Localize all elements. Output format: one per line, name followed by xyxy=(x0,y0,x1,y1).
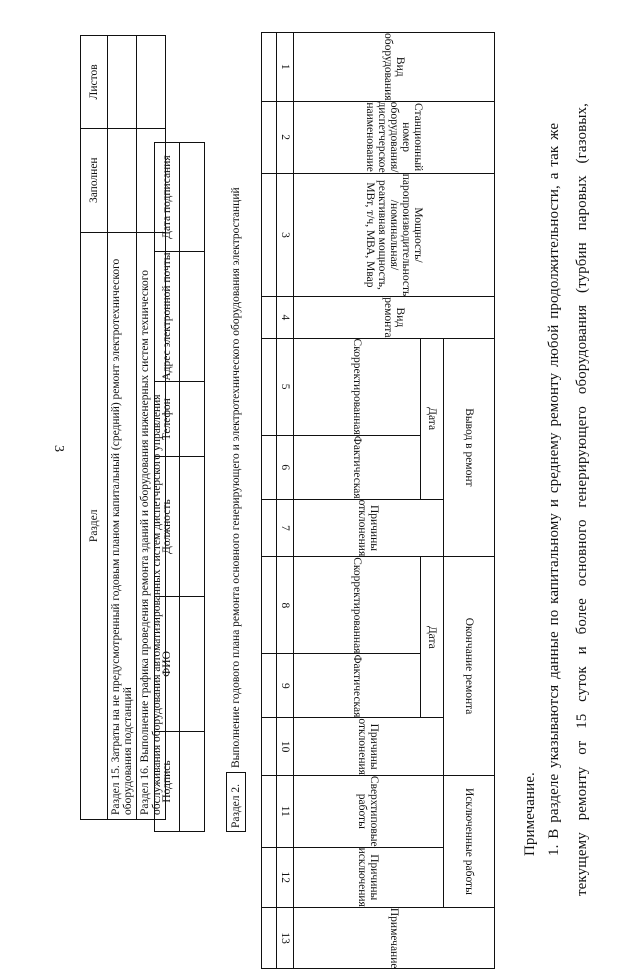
header-section: Раздел xyxy=(81,232,108,819)
header-email: Адрес электронной почты xyxy=(155,252,180,382)
empty-row-cell xyxy=(262,435,277,499)
empty-row-cell xyxy=(262,775,277,847)
group-repair-end: Окончание ремонта xyxy=(444,557,495,776)
section2-title: Выполнение годового плана ремонта основного генерирующего и электротехнического оборудования электростанций xyxy=(230,187,242,768)
contacts-table xyxy=(154,142,205,832)
fullname-cell xyxy=(180,596,205,731)
empty-row-cell xyxy=(262,907,277,969)
empty-row-cell xyxy=(262,101,277,173)
group-repair-start: Вывод в ремонт xyxy=(444,338,495,557)
main-table-wrap xyxy=(261,32,495,969)
col-number-4: 4 xyxy=(277,297,294,338)
row-section-16: Раздел 16. Выполнение графика проведения ремонта зданий и оборудования инженерных систем технического обслуживания оборудования автоматизированных систем диспетчерского управления xyxy=(137,232,166,819)
empty-row-cell xyxy=(262,297,277,338)
notes-heading: Примечание. xyxy=(522,772,538,856)
section2-wrap xyxy=(226,87,246,832)
col-number-2: 2 xyxy=(277,101,294,173)
col-number-11: 11 xyxy=(277,775,294,847)
header-phone: Телефон xyxy=(155,381,180,456)
empty-row-cell xyxy=(262,173,277,297)
phone-cell xyxy=(180,381,205,456)
contacts-table-wrap xyxy=(154,142,205,832)
empty-row-cell xyxy=(262,557,277,654)
col-number-1: 1 xyxy=(277,33,294,102)
empty-row-cell xyxy=(262,718,277,776)
col-number-7: 7 xyxy=(277,499,294,557)
row-16-sheets xyxy=(137,36,166,129)
col-number-9: 9 xyxy=(277,654,294,718)
signature-cell xyxy=(180,732,205,832)
header-filled: Заполнен xyxy=(81,128,108,232)
col-number-8: 8 xyxy=(277,557,294,654)
header-signature: Подпись xyxy=(155,732,180,832)
start-date-group: Дата xyxy=(421,338,444,499)
start-deviation-reasons: Причины отклонения xyxy=(294,499,444,557)
group-excluded-works: Исключенные работы xyxy=(444,775,495,907)
col-note: Примечание xyxy=(294,907,495,969)
section2-box xyxy=(226,87,246,832)
end-deviation-reasons: Причины отклонения xyxy=(294,718,444,776)
col-number-3: 3 xyxy=(277,173,294,297)
col-station-number: Станционный номер оборудования/ диспетчерское наименование xyxy=(294,101,495,173)
signing-date-cell xyxy=(180,143,205,252)
col-number-12: 12 xyxy=(277,847,294,907)
empty-row-cell xyxy=(262,847,277,907)
col-number-6: 6 xyxy=(277,435,294,499)
position-cell xyxy=(180,457,205,597)
header-signing-date: Дата подписания xyxy=(155,143,180,252)
end-date-group: Дата xyxy=(421,557,444,718)
start-corrected: Скорректированная xyxy=(294,338,421,435)
notes-line-2: текущему ремонту от 15 суток и более основного генерирующего оборудования (турбин паровых (газовых, xyxy=(574,103,590,896)
col-number-10: 10 xyxy=(277,718,294,776)
empty-row-cell xyxy=(262,33,277,102)
col-capacity: Мощность/паропроизводительность /номинальная/реактивная мощность, МВт, т/ч, МВА, Мвар xyxy=(294,173,495,297)
email-cell xyxy=(180,252,205,382)
row-15-sheets xyxy=(108,36,137,129)
page-number: 3 xyxy=(51,445,66,452)
notes-line-1: 1. В разделе указываются данные по капитальному и среднему ремонту любой продолжительности, а так же xyxy=(546,122,562,856)
col-number-13: 13 xyxy=(277,907,294,969)
col-number-5: 5 xyxy=(277,338,294,435)
end-actual: Фактическая xyxy=(294,654,421,718)
empty-row-cell xyxy=(262,499,277,557)
col-overplanned-works: Сверхтиповые работы xyxy=(294,775,444,847)
row-15-filled xyxy=(108,128,137,232)
end-corrected: Скорректированная xyxy=(294,557,421,654)
header-position: Должность xyxy=(155,457,180,597)
row-section-15: Раздел 15. Затраты на не предусмотренный годовым планом капитальный (средний) ремонт электротехнического оборудования подстанций xyxy=(108,232,137,819)
col-exclusion-reasons: Причины исключения xyxy=(294,847,444,907)
empty-row-cell xyxy=(262,654,277,718)
col-repair-type: Вид ремонта xyxy=(294,297,495,338)
header-sheets: Листов xyxy=(81,36,108,129)
start-actual: Фактическая xyxy=(294,435,421,499)
empty-row-cell xyxy=(262,338,277,435)
col-equipment-type: Вид оборудования xyxy=(294,33,495,102)
header-fullname: ФИО xyxy=(155,596,180,731)
section2-label: Раздел 2. xyxy=(227,773,246,832)
main-table xyxy=(261,32,495,969)
